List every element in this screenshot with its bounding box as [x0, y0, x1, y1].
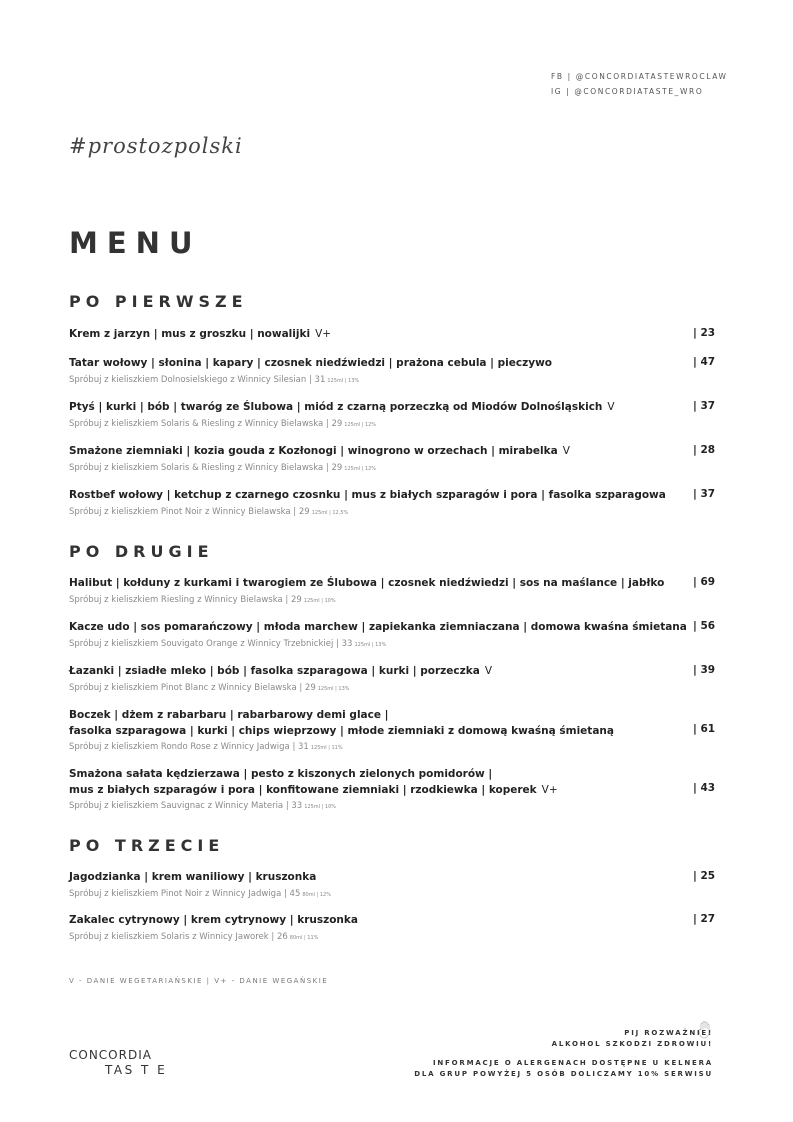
hashtag-script: #prostozpolski: [69, 134, 243, 158]
facebook-handle: FB | @CONCORDIATASTEWROCLAW: [551, 72, 728, 81]
diet-legend: V - DANIE WEGETARIAŃSKIE | V+ - DANIE WEGAŃSKIE: [69, 977, 329, 985]
menu-item: [69, 327, 714, 343]
info-line1: INFORMACJE O ALERGENACH DOSTĘPNE U KELNERA: [432, 1059, 713, 1067]
logo: [69, 1048, 167, 1078]
dish-price: | 47: [693, 356, 716, 368]
info-line2: DLA GRUP POWYŻEJ 5 OSÓB DOLICZAMY 10% SERWISU: [414, 1070, 713, 1078]
menu-item: [69, 356, 714, 388]
dish-price: | 23: [693, 327, 716, 339]
dish-name: Smażone ziemniaki | kozia gouda z Kozłonogi | winogrono w orzechach | mirabelka V: [69, 445, 570, 457]
dish-price: | 37: [693, 400, 716, 412]
wine-pairing: Spróbuj z kieliszkiem Pinot Noir z Winnicy Bielawska | 29 125ml | 12,5%: [69, 506, 349, 517]
dish-name-line2: mus z białych szparagów i pora | konfitowane ziemniaki | rzodkiewka | koperek V+: [69, 783, 558, 796]
menu-item: [69, 400, 714, 432]
dish-name: Tatar wołowy | słonina | kapary | czosnek niedźwiedzi | prażona cebula | pieczywo: [69, 357, 552, 369]
dish-name: Łazanki | zsiadłe mleko | bób | fasolka szparagowa | kurki | porzeczka V: [69, 665, 492, 677]
dish-price: | 43: [693, 782, 716, 794]
menu-item: [69, 913, 714, 945]
dish-price: | 28: [693, 444, 716, 456]
menu-item: [69, 488, 714, 520]
logo-line1: CONCORDIA: [69, 1048, 152, 1062]
menu-item: [69, 620, 714, 652]
dish-name: Smażona sałata kędzierzawa | pesto z kiszonych zielonych pomidorów |: [69, 768, 493, 780]
warning-line1: PIJ ROZWAŻNIE!: [624, 1029, 713, 1037]
diet-tag: V+: [541, 783, 558, 796]
allergen-info: [414, 1058, 713, 1080]
dish-name: Ptyś | kurki | bób | twaróg ze Ślubowa | miód z czarną porzeczką od Miodów Dolnośląskich V: [69, 401, 615, 413]
dish-price: | 25: [693, 870, 716, 882]
wine-pairing: Spróbuj z kieliszkiem Pinot Noir z Winnicy Jadwiga | 45 80ml | 12%: [69, 888, 331, 899]
page-title: MENU: [69, 226, 202, 260]
diet-tag: V+: [315, 328, 332, 340]
warning-line2: ALKOHOL SZKODZI ZDROWIU!: [551, 1040, 713, 1048]
section-title: PO DRUGIE: [69, 542, 214, 561]
menu-item: [69, 870, 714, 902]
dish-name: Krem z jarzyn | mus z groszku | nowalijki V+: [69, 328, 332, 340]
menu-item: [69, 576, 714, 608]
dish-price: | 61: [693, 723, 716, 735]
wine-pairing: Spróbuj z kieliszkiem Sauvignac z Winnicy Materia | 33 125ml | 10%: [69, 801, 336, 811]
diet-tag: V: [562, 445, 570, 457]
dish-price: | 69: [693, 576, 716, 588]
dish-name-line2: fasolka szparagowa | kurki | chips wieprzowy | młode ziemniaki z domową kwaśną śmietaną: [69, 724, 614, 737]
menu-item: [69, 664, 714, 696]
social-handles: [551, 69, 728, 99]
menu-item: [69, 708, 714, 755]
diet-tag: V: [484, 665, 492, 677]
menu-item: [69, 444, 714, 476]
logo-line2: TAS T E: [105, 1063, 168, 1077]
wine-pairing: Spróbuj z kieliszkiem Solaris z Winnicy Jaworek | 26 80ml | 11%: [69, 931, 319, 942]
section-title: PO PIERWSZE: [69, 292, 248, 311]
dish-name: Jagodzianka | krem waniliowy | kruszonka: [69, 871, 317, 883]
wine-pairing: Spróbuj z kieliszkiem Riesling z Winnicy Bielawska | 29 125ml | 10%: [69, 594, 336, 605]
wine-pairing: Spróbuj z kieliszkiem Souvigato Orange z Winnicy Trzebnickiej | 33 125ml | 13%: [69, 638, 387, 649]
dish-price: | 39: [693, 664, 716, 676]
dish-name: Boczek | dżem z rabarbaru | rabarbarowy demi glace |: [69, 709, 389, 721]
instagram-handle: IG | @CONCORDIATASTE_WRO: [551, 87, 704, 96]
menu-item: [69, 767, 714, 814]
wine-pairing: Spróbuj z kieliszkiem Pinot Blanc z Winnicy Bielawska | 29 125ml | 13%: [69, 682, 350, 693]
dish-price: | 37: [693, 488, 716, 500]
wine-pairing: Spróbuj z kieliszkiem Rondo Rose z Winnicy Jadwiga | 31 125ml | 11%: [69, 742, 343, 752]
dish-price: | 56: [693, 620, 716, 632]
section-po-drugie: [69, 542, 716, 811]
dish-name: Halibut | kołduny z kurkami i twarogiem ze Ślubowa | czosnek niedźwiedzi | sos na maślance | jabłko: [69, 577, 665, 589]
wine-pairing: Spróbuj z kieliszkiem Solaris & Riesling z Winnicy Bielawska | 29 125ml | 12%: [69, 462, 377, 473]
section-po-trzecie: [69, 836, 716, 942]
dish-name: Zakalec cytrynowy | krem cytrynowy | kruszonka: [69, 914, 358, 926]
dish-name: Rostbef wołowy | ketchup z czarnego czosnku | mus z białych szparagów i pora | fasolka szparagowa: [69, 489, 666, 501]
section-po-pierwsze: [69, 292, 716, 517]
section-title: PO TRZECIE: [69, 836, 225, 855]
diet-tag: V: [607, 401, 615, 413]
dish-price: | 27: [693, 913, 716, 925]
dish-name: Kacze udo | sos pomarańczowy | młoda marchew | zapiekanka ziemniaczana | domowa kwaśna śmietana: [69, 621, 687, 633]
wine-pairing: Spróbuj z kieliszkiem Dolnosielskiego z Winnicy Silesian | 31 125ml | 13%: [69, 374, 360, 385]
wine-pairing: Spróbuj z kieliszkiem Solaris & Riesling z Winnicy Bielawska | 29 125ml | 12%: [69, 418, 377, 429]
alcohol-warning: [552, 1028, 713, 1050]
